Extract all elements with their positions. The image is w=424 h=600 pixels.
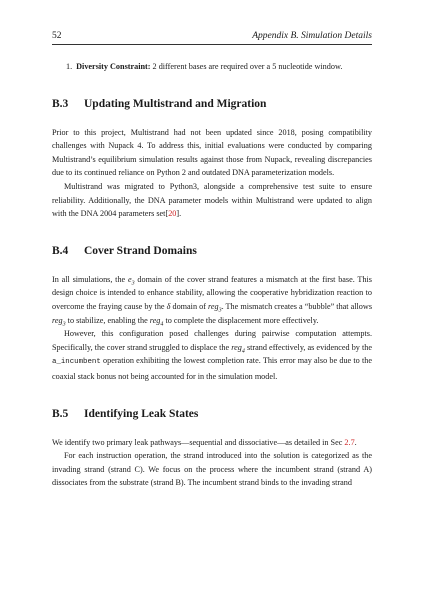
paragraph: Prior to this project, Multistrand had not been updated since 2018, posing compatibility challenges with Nupack 4. To address this, initial evaluations were conducted by comparing Multistrand’s equilibrium simulation results against those from Nupack, revealing discrepancies due to its continued reliance on Python 2 and outdated DNA parameterization models. — [52, 127, 372, 178]
citation-link[interactable]: 20 — [168, 209, 177, 219]
paragraph: Multistrand was migrated to Python3, alongside a comprehensive test suite to ensure reliability. Additionally, the DNA parameter models within Multistrand were updated to align with the DNA 2004 parameters set[20]. — [52, 181, 372, 219]
section-number: B.4 — [52, 244, 69, 257]
math-symbol: reg$_4$ — [231, 342, 245, 355]
math-symbol: reg$_4$ — [149, 315, 164, 328]
section-title: Updating Multistrand and Migration — [84, 97, 267, 110]
paragraph: In all simulations, the $e_3$ domain of the cover strand features a mismatch at the first base. This design choice is intended to enhance stability, allowing the cooperative hybridization reaction to overcome the fraying cause by the δ domain of reg$_3$. The mismatch creates a “bubble” that allows reg$_3$ to stabilize, enabling the reg$_4$ to complete the displacement more effectively. — [52, 274, 373, 328]
list-number: 1. — [66, 62, 73, 71]
section-title: Cover Strand Domains — [84, 244, 197, 257]
code-inline: a_incumbent — [52, 358, 101, 367]
running-title: Appendix B. Simulation Details — [252, 31, 372, 41]
page-header — [52, 28, 372, 45]
section-number: B.5 — [52, 407, 69, 420]
section-title: Identifying Leak States — [84, 407, 199, 420]
page-content — [52, 60, 372, 592]
section-heading-b4 — [52, 243, 372, 259]
math-symbol: reg$_3$ — [207, 301, 222, 314]
list-label: Diversity Constraint: — [76, 62, 151, 71]
section-heading-b3 — [52, 96, 372, 112]
math-symbol: $e_3$ — [127, 274, 135, 287]
list-text: 2 different bases are required over a 5 nucleotide window. — [150, 62, 343, 71]
paragraph: However, this configuration posed challenges during pairwise computation attempts. Specifically, the cover strand struggled to displace the reg$_4$ strand effectively, as evidenced by the a_incumbent operation exhibiting the lowest completion rate. This error may also be due to the coaxial stack bonus not being accounted for in the simulation model. — [52, 329, 372, 381]
section-number: B.3 — [52, 97, 69, 110]
paragraph: For each instruction operation, the strand introduced into the solution is categorized as the invading strand (strand C). We focus on the process where the incumbent strand (strand A) dissociates from the substrate (strand B). The incumbent strand binds to the invading strand — [52, 451, 372, 488]
paragraph: We identify two primary leak pathways—sequential and dissociative—as detailed in Sec 2.7. — [52, 437, 357, 447]
section-heading-b5 — [52, 406, 372, 422]
math-symbol: reg$_3$ — [52, 315, 66, 328]
citation-link[interactable]: 2.7 — [344, 437, 355, 447]
page-number: 52 — [52, 31, 62, 41]
list-item — [66, 60, 372, 74]
math-symbol: δ — [166, 301, 171, 311]
